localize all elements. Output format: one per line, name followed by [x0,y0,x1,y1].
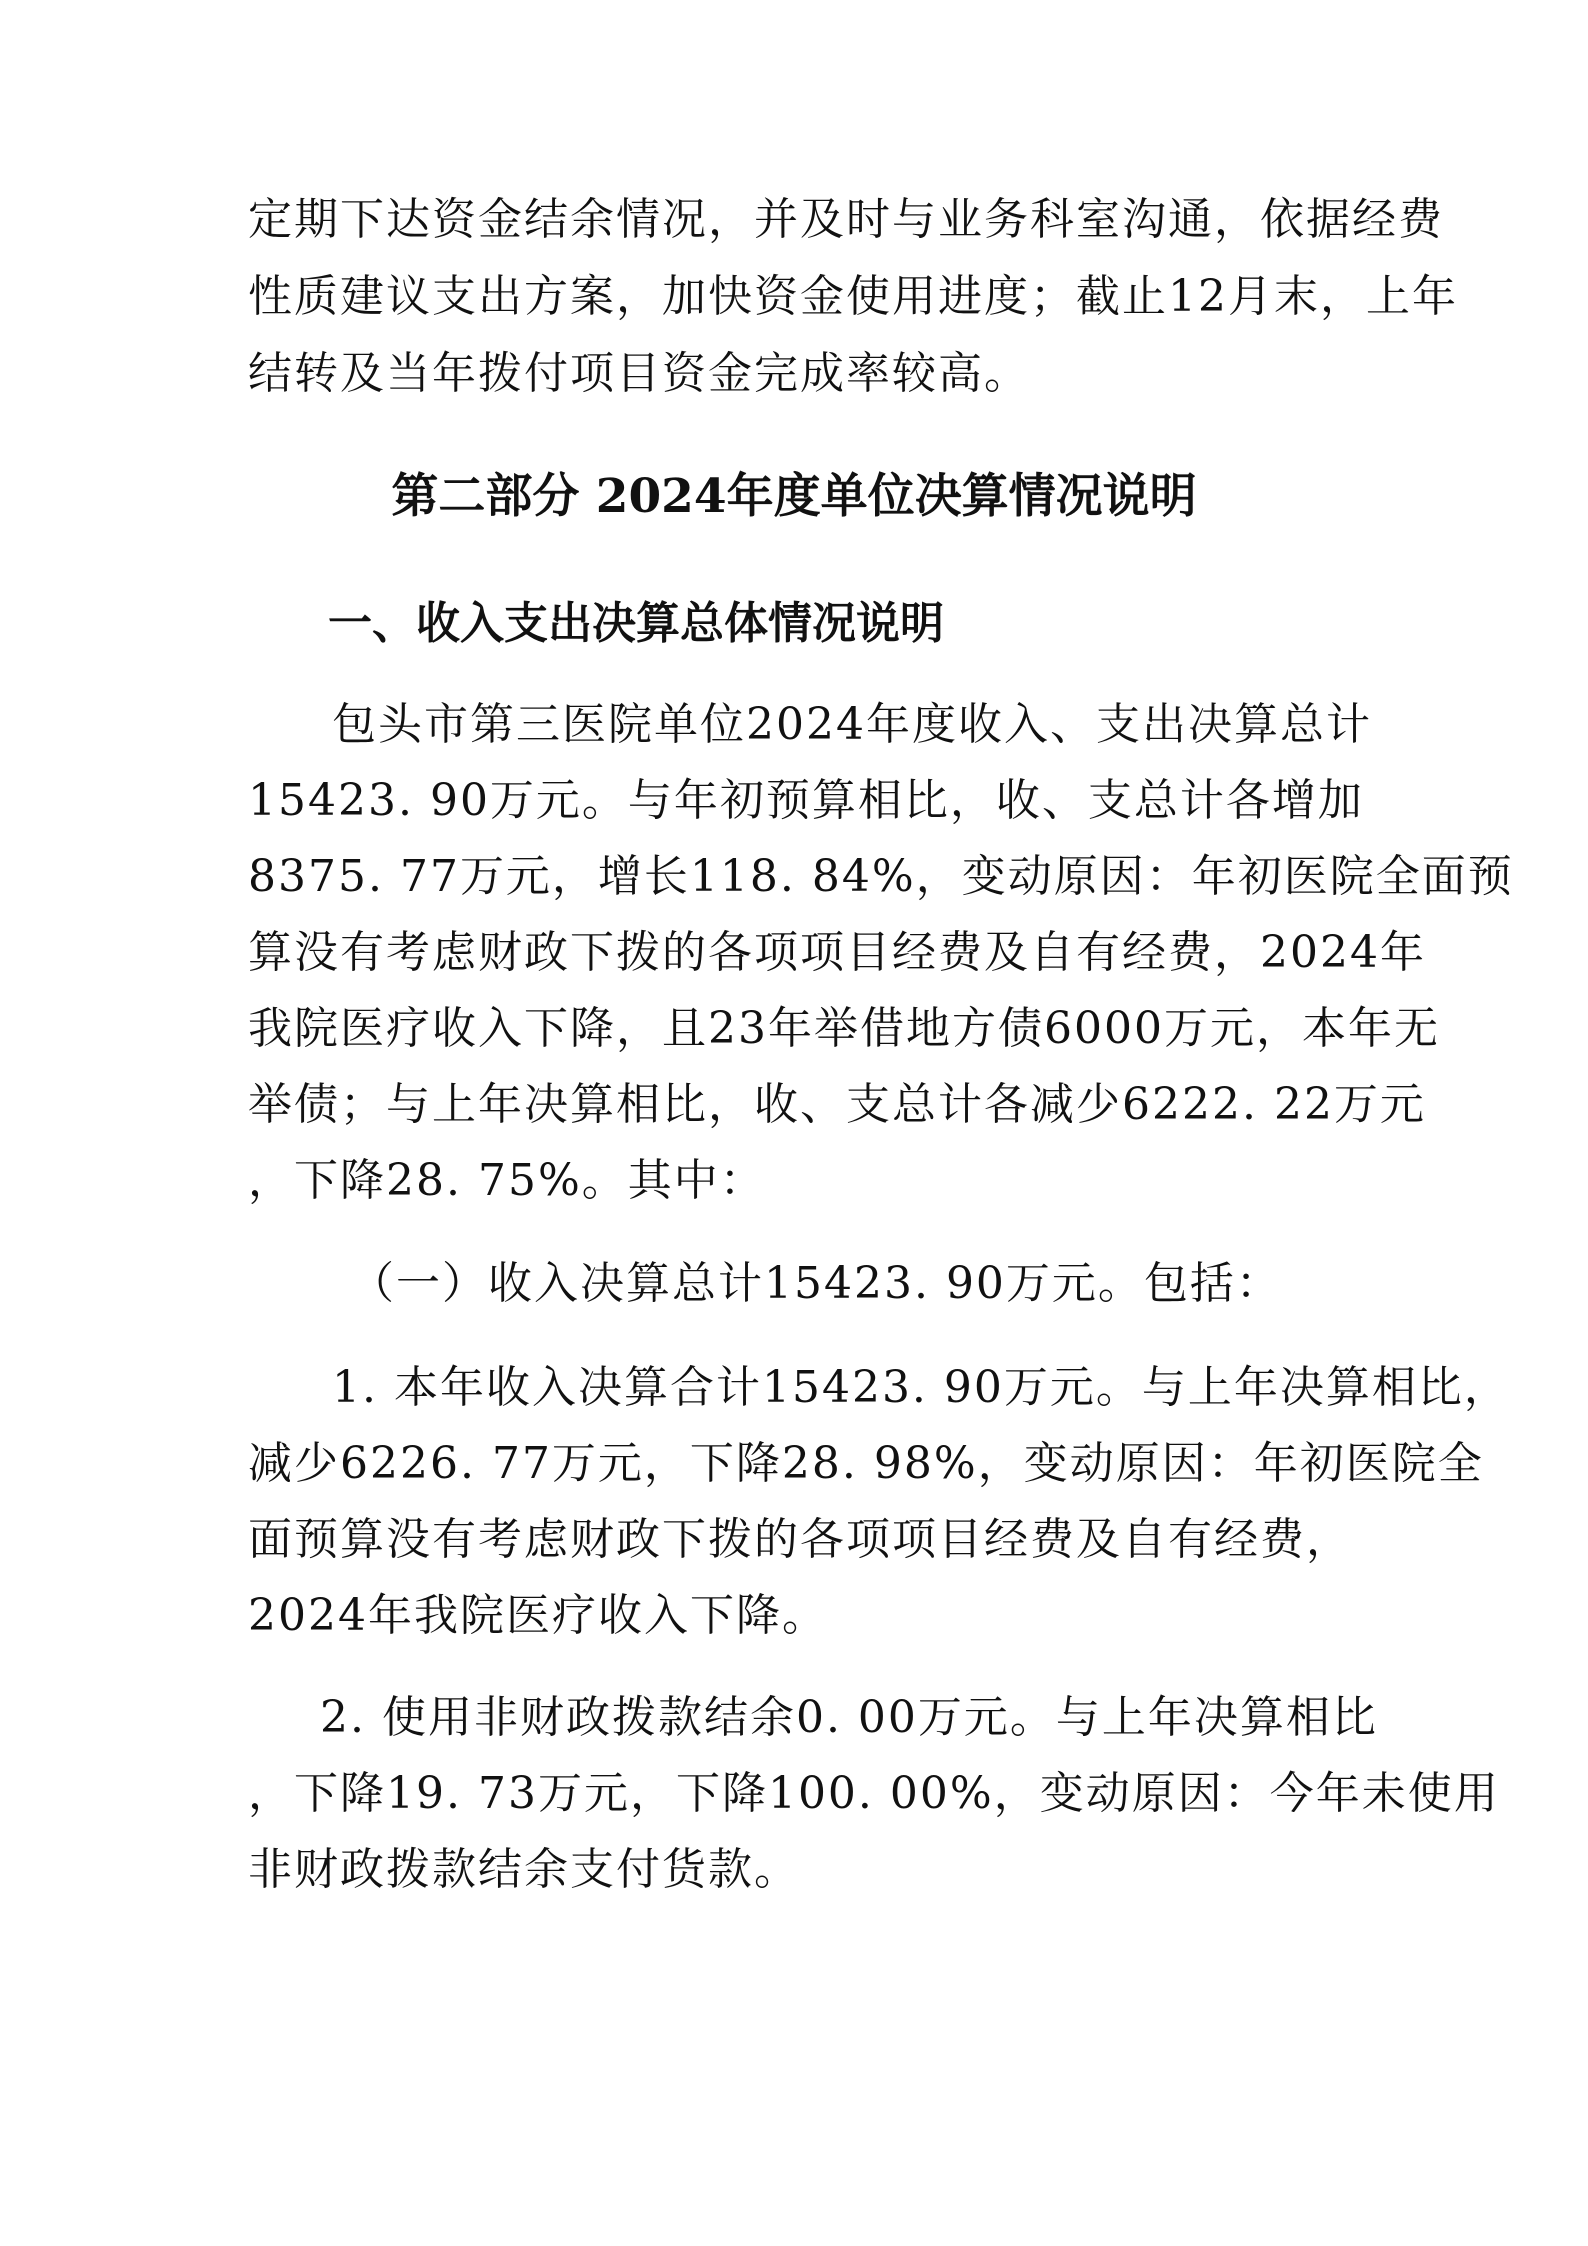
paragraph-line-6: 举债；与上年决算相比，收、支总计各减少6222. 22万元 [248,1079,1426,1130]
item1-line-3: 面预算没有考虑财政下拨的各项项目经费及自有经费， [248,1514,1352,1565]
sub-heading: （一）收入决算总计15423. 90万元。包括： [350,1258,1282,1309]
intro-line-2: 性质建议支出方案，加快资金使用进度；截止12月末，上年 [248,271,1458,322]
intro-line-3: 结转及当年拨付项目资金完成率较高。 [248,348,1030,399]
paragraph-line-2: 15423. 90万元。与年初预算相比，收、支总计各增加 [248,775,1364,826]
item2-line-3: 非财政拨款结余支付货款。 [248,1844,800,1895]
part-title: 第二部分 2024年度单位决算情况说明 [391,469,1197,524]
paragraph-line-5: 我院医疗收入下降，且23年举借地方债6000万元，本年无 [248,1003,1440,1054]
item1-line-4: 2024年我院医疗收入下降。 [248,1590,828,1641]
paragraph-line-4: 算没有考虑财政下拨的各项项目经费及自有经费，2024年 [248,927,1426,978]
paragraph-line-3: 8375. 77万元，增长118. 84%，变动原因：年初医院全面预 [248,851,1514,902]
section-heading: 一、收入支出决算总体情况说明 [328,598,944,649]
item2-line-1: 2. 使用非财政拨款结余0. 00万元。与上年决算相比 [320,1692,1378,1743]
paragraph-line-7: ，下降28. 75%。其中： [248,1155,766,1206]
item1-line-1: 1. 本年收入决算合计15423. 90万元。与上年决算相比， [332,1362,1510,1413]
intro-line-1: 定期下达资金结余情况，并及时与业务科室沟通，依据经费 [248,194,1444,245]
item1-line-2: 减少6226. 77万元，下降28. 98%，变动原因：年初医院全 [248,1438,1484,1489]
item2-line-2: ，下降19. 73万元，下降100. 00%，变动原因：今年未使用 [248,1768,1500,1819]
paragraph-line-1: 包头市第三医院单位2024年度收入、支出决算总计 [332,699,1372,750]
